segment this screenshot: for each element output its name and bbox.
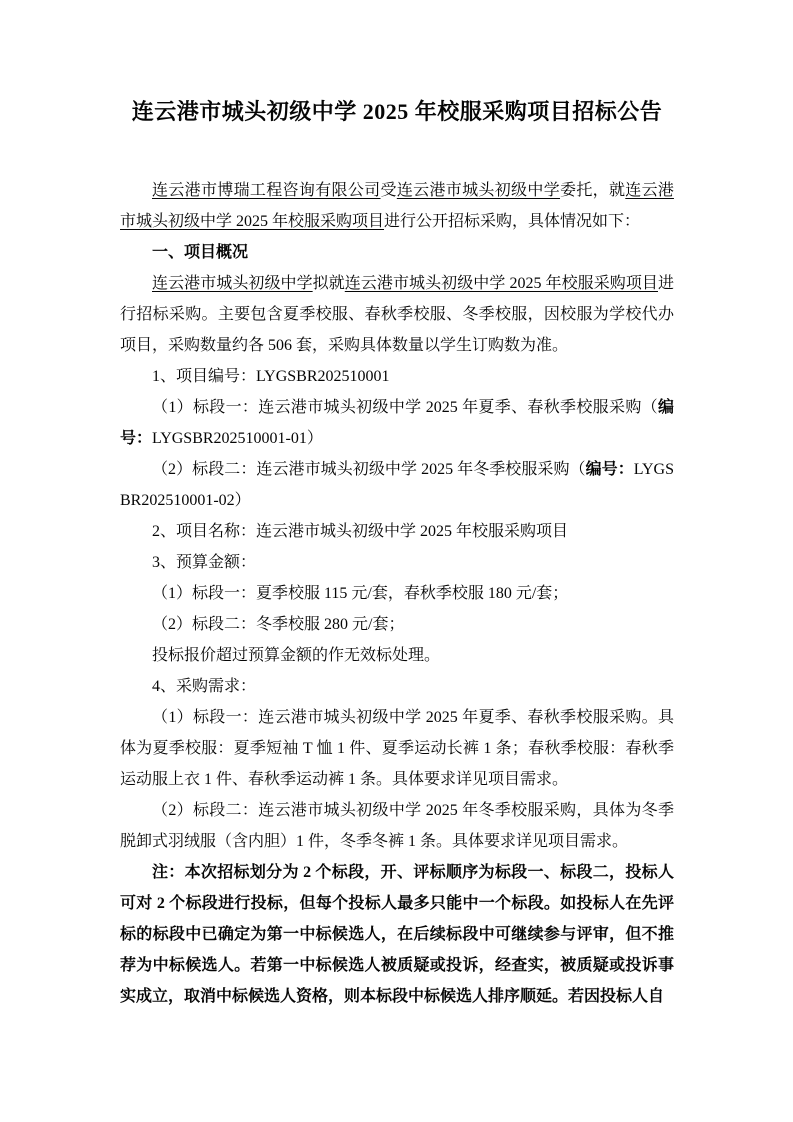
text-run: 连云港市城头初级中学 2025 年校服采购项目 [120, 182, 674, 230]
text-run: 3、预算金额： [152, 554, 257, 571]
text-run: 受 [380, 182, 397, 199]
text-run: LYGSBR202510001-01） [152, 430, 323, 447]
text-run: （2）标段二：冬季校服 280 元/套； [152, 616, 405, 633]
document-content [120, 95, 674, 1012]
text-run: （2）标段二：连云港市城头初级中学 2025 年冬季校服采购（ [152, 461, 586, 478]
paragraph-lot2-number [120, 454, 674, 516]
paragraph-lot1-number [120, 392, 674, 454]
text-run: 4、采购需求： [152, 678, 257, 695]
text-run: 进行公开招标采购，具体情况如下： [384, 213, 641, 230]
text-run: 编号： [585, 461, 634, 478]
document-body [120, 175, 674, 1012]
text-run: 连云港市城头初级中学 2025 年校服采购项目 [344, 275, 658, 292]
text-run: 1、项目编号：LYGSBR202510001 [152, 368, 390, 385]
paragraph-budget-lot1 [120, 578, 674, 609]
text-run: （1）标段一：连云港市城头初级中学 2025 年夏季、春秋季校服采购。具体为夏季校服：夏季短袖 T 恤 1 件、夏季运动长裤 1 条；春秋季校服：春秋季运动服上衣 1 件、春秋季运动裤 1 条。具体要求详见项目需求。 [120, 709, 674, 788]
paragraph-project-number [120, 361, 674, 392]
text-run: 投标报价超过预算金额的作无效标处理。 [152, 647, 441, 664]
paragraph-project-name [120, 516, 674, 547]
text-run: 一、项目概况 [152, 244, 249, 261]
paragraph-budget-heading [120, 547, 674, 578]
text-run: （2）标段二：连云港市城头初级中学 2025 年冬季校服采购，具体为冬季脱卸式羽绒服（含内胆）1 件，冬季冬裤 1 条。具体要求详见项目需求。 [120, 802, 674, 850]
text-run: 委托，就 [560, 182, 626, 199]
paragraph-requirements-lot1 [120, 702, 674, 795]
paragraph-intro [120, 175, 674, 237]
text-run: （1）标段一：连云港市城头初级中学 2025 年夏季、春秋季校服采购（ [152, 399, 658, 416]
text-run: 进行招标采购。主要包含夏季校服、春秋季校服、冬季校服，因校服为学校代办项目，采购数量约各 506 套，采购具体数量以学生订购数为准。 [120, 275, 674, 354]
text-run: 编号： [120, 399, 674, 447]
document-title: 连云港市城头初级中学 2025 年校服采购项目招标公告 [131, 99, 663, 124]
paragraph-budget-lot2 [120, 609, 674, 640]
text-run: 连云港市博瑞工程咨询有限公司 [152, 182, 381, 199]
text-run: 连云港市城头初级中学 [396, 182, 561, 199]
text-run: 注：本次招标划分为 2 个标段，开、评标顺序为标段一、标段二，投标人可对 2 个标段进行投标，但每个投标人最多只能中一个标段。如投标人在先评标的标段中已确定为第一中标候选人，在后续标段中可继续参与评审，但不推荐为中标候选人。若第一中标候选人被质疑或投诉，经查实，被质疑或投诉事实成立，取消中标候选人资格，则本标段中标候选人排序顺延。若因投标人自 [120, 864, 674, 1005]
paragraph-note [120, 857, 674, 1012]
text-run: 连云港市城头初级中学 [152, 275, 313, 292]
text-run: LYGSBR202510001-02） [120, 461, 674, 509]
paragraph-requirements-lot2 [120, 795, 674, 857]
text-run: （1）标段一：夏季校服 115 元/套，春秋季校服 180 元/套； [152, 585, 569, 602]
paragraph-project-overview [120, 268, 674, 361]
paragraph-section-1-heading [120, 237, 674, 268]
paragraph-budget-note [120, 640, 674, 671]
text-run: 拟就 [312, 275, 345, 292]
text-run: 2、项目名称：连云港市城头初级中学 2025 年校服采购项目 [152, 523, 569, 540]
paragraph-requirements-heading [120, 671, 674, 702]
